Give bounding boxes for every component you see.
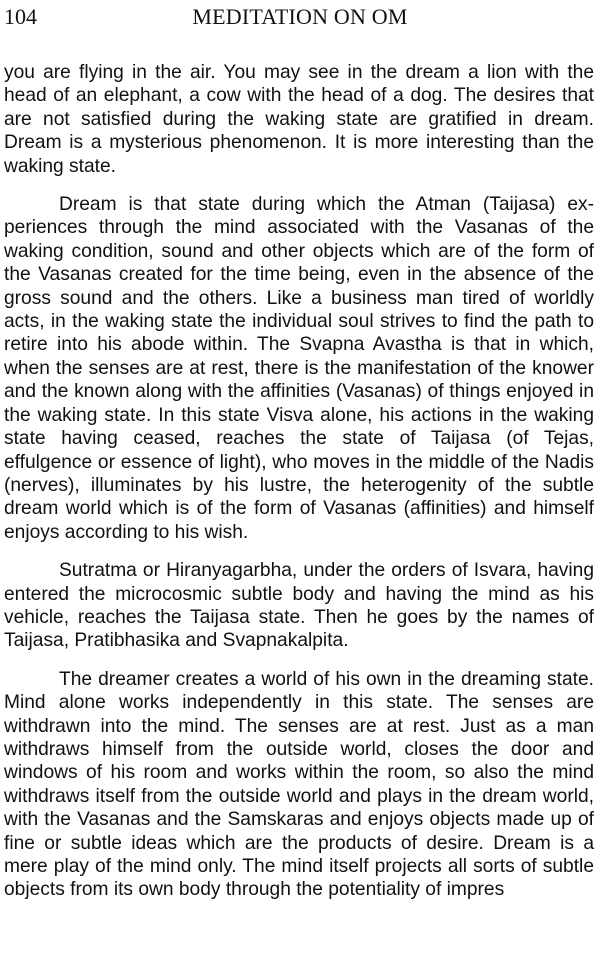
- paragraph-2: Dream is that state during which the Atman (Taijasa) experiences through the mind associated with the Vasanas of the waking condition, sound and other objects which are of the form of the Vasanas created for the time being, even in the absence of the gross sound and the others. Like a business man tired of worldly acts, in the waking state the individual soul strives to find the path to retire into his abode within. The Svapna Avastha is that in which, when the senses are at rest, there is the manifestation of the knower and the known along with the affinities (Vasanas) of things enjoyed in the waking state. In this state Visva alone, his actions in the waking state having ceased, reaches the state of Taijasa (of Tejas, effulgence or essence of light), who moves in the middle of the Nadis (nerves), illuminates by his lustre, the heterogenity of the subtle dream world which is of the form of Vasanas (affinities) and himself enjoys according to his wish.: [4, 194, 594, 543]
- paragraph-1: you are flying in the air. You may see in the dream a lion with the head of an elephant, a cow with the head of a dog. The desires that are not satisfied during the waking state are gratified in dream. Dream is a mysterious phenomenon. It is more interesting than the waking state.: [4, 62, 594, 177]
- running-head: [4, 2, 596, 32]
- body-text: [4, 61, 594, 917]
- paragraph-4: The dreamer creates a world of his own in the dreaming state. Mind alone works independently in this state. The senses are withdrawn into the mind. The senses are at rest. Just as a man withdraws himself from the outside world, closes the door and windows of his room and works within the room, so also the mind withdraws itself from the outside world and plays in the dream world, with the Vasanas and the Samskaras and enjoys objects made up of fine or subtle ideas which are the products of desire. Dream is a mere play of the mind only. The mind itself projects all sorts of subtle objects from its own body through the potentiality of impres: [4, 668, 594, 901]
- paragraph-3: Sutratma or Hiranyagarbha, under the orders of Isvara, having entered the microcosmic subtle body and having the mind as his vehicle, reaches the Taijasa state. Then he goes by the names of Taijasa, Pratibhasika and Svapnakalpita.: [4, 560, 594, 652]
- page-number: 104: [4, 4, 37, 29]
- running-title: MEDITATION ON OM: [192, 4, 408, 29]
